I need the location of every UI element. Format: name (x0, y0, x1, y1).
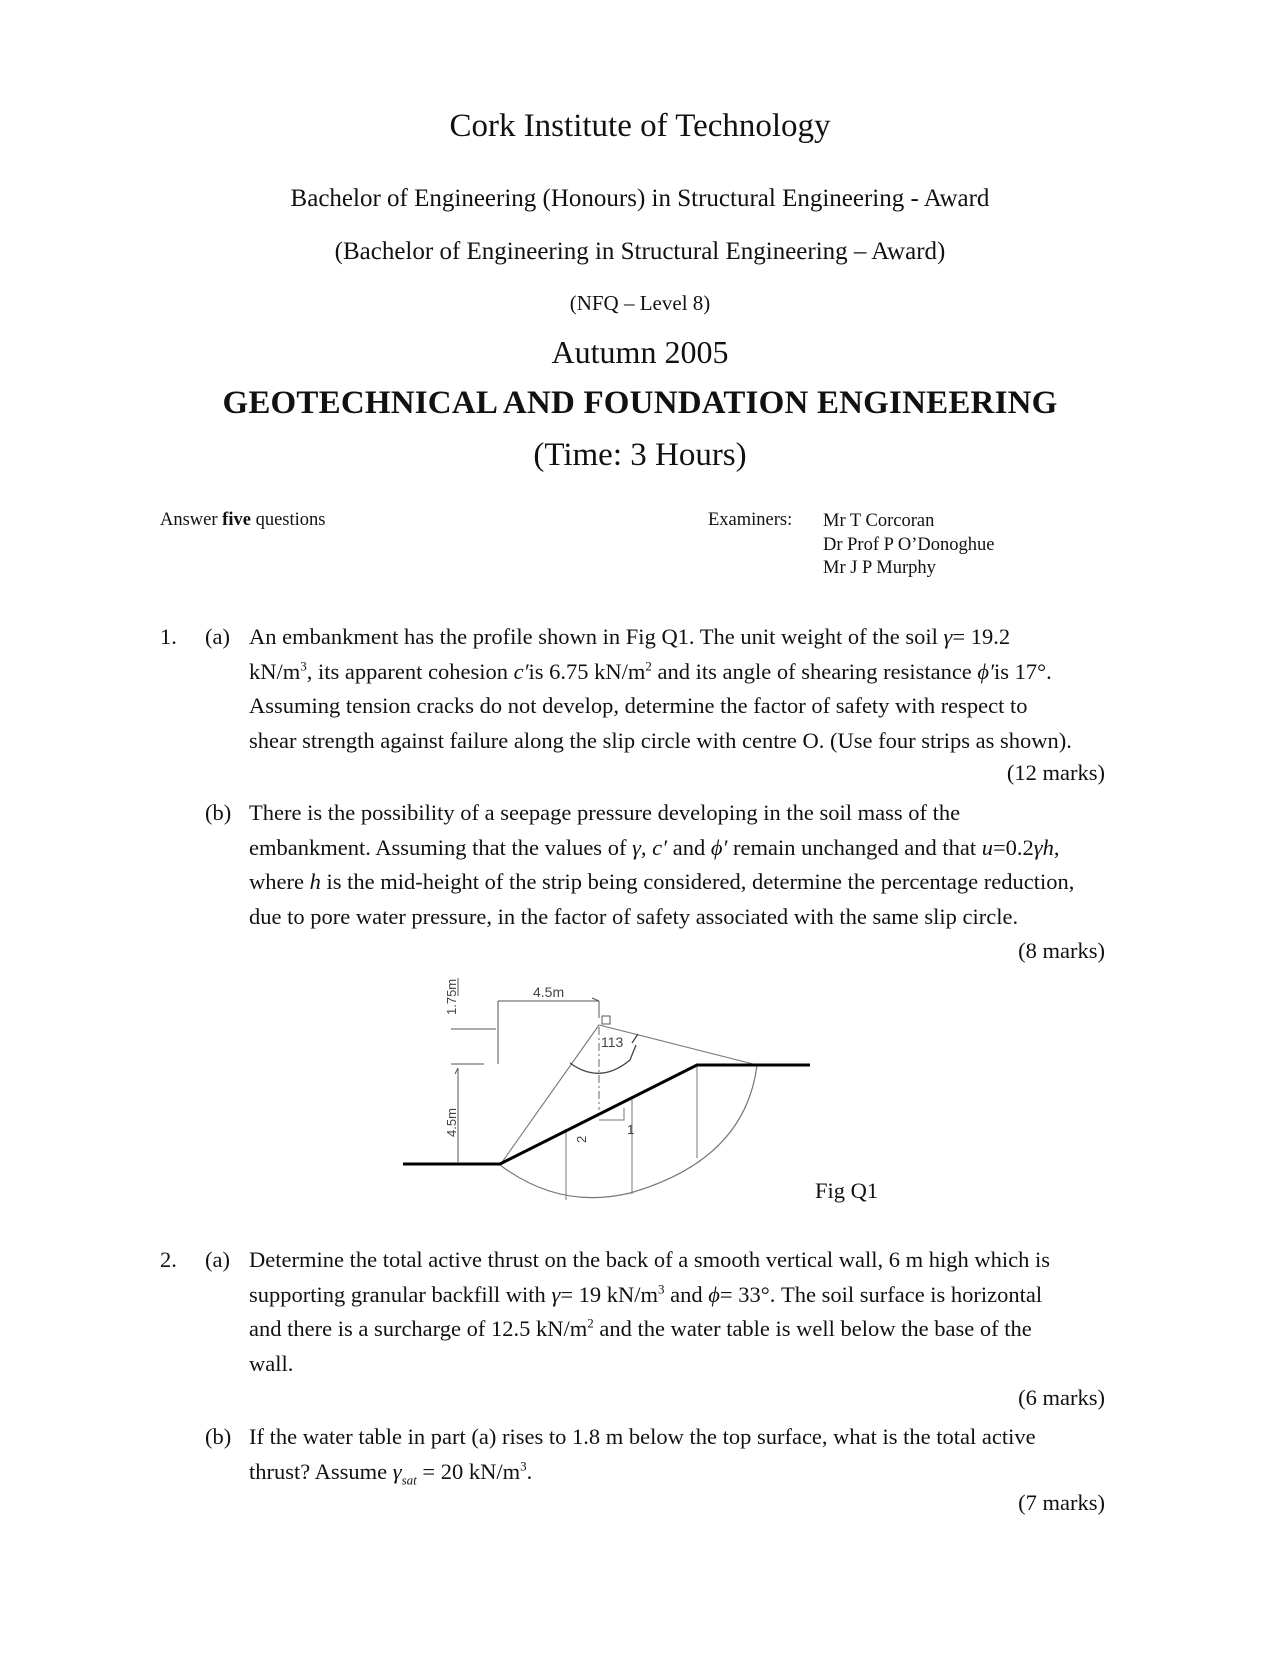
question-2b-text: If the water table in part (a) rises to 1.8 m below the top surface, what is the total active thrust? Assume $\gamma_{sat} = 20$ $kN/m^3$. (249, 1424, 1036, 1488)
question-1a-label: (a) (205, 624, 230, 649)
institution-title: Cork Institute of Technology (449, 108, 831, 144)
subject-title: GEOTECHNICAL AND FOUNDATION ENGINEERING (222, 385, 1058, 421)
centre-marker (602, 1016, 610, 1024)
angle-label: 113 (601, 1034, 624, 1050)
angle-arrow (632, 1034, 638, 1043)
question-1b-text: There is the possibility of a seepage pressure developing in the soil mass of the embankment. Assuming that the values of γ, c′ and ϕ′ remain unchanged and that u=0.2γh, where h is the mid-height of the strip being considered, determine the percentage reduction, due to pore water pressure, in the factor of safety associated with the same slip circle. (249, 800, 1075, 929)
radius-line-left (500, 1025, 599, 1165)
question-2b-label: (b) (205, 1424, 232, 1449)
exam-session: Autumn 2005 (551, 334, 729, 370)
examiners-label: Examiners: (708, 510, 793, 530)
examiner-name: Mr J P Murphy (823, 558, 936, 578)
question-2-number: 2. (160, 1247, 177, 1272)
question-2b-marks: (7 marks) (1018, 1490, 1105, 1515)
question-1b-marks: (8 marks) (1018, 938, 1105, 963)
question-2a-label: (a) (205, 1247, 230, 1272)
question-1-number: 1. (160, 624, 177, 649)
question-1b-label: (b) (205, 800, 232, 825)
question-2a-marks: (6 marks) (1018, 1385, 1105, 1410)
question-1a-marks: (12 marks) (1006, 760, 1105, 785)
slope-label-v: 1 (627, 1122, 635, 1137)
examiner-name: Mr T Corcoran (823, 511, 935, 531)
dim-label-crack: 1.75m (444, 978, 459, 1015)
nfq-level: (NFQ – Level 8) (569, 291, 711, 315)
slope-label-h: 2 (574, 1135, 589, 1143)
answer-instruction: Answer five questions (160, 510, 326, 530)
programme-line-2: (Bachelor of Engineering in Structural Engineering – Award) (334, 238, 946, 265)
dim-label-height: 4.5m (444, 1108, 459, 1137)
ground-profile (403, 1065, 810, 1164)
exam-duration: (Time: 3 Hours) (533, 437, 747, 473)
question-1a-text: An embankment has the profile shown in Fig Q1. The unit weight of the soil γ= 19.2 $kN/m^3$, its apparent cohesion c′is 6.75 $kN/m^2$ and its angle of shearing resistance ϕ′is 17°. Assuming tension cracks do not develop, determine the factor of safety with respect to shear strength against failure along the slip circle with centre O. (Use four strips as shown). (249, 624, 1072, 753)
figure-caption: Fig Q1 (815, 1178, 879, 1203)
programme-line-1: Bachelor of Engineering (Honours) in Structural Engineering - Award (290, 185, 990, 212)
question-2a-text: Determine the total active thrust on the back of a smooth vertical wall, 6 m high which is supporting granular backfill with γ= 19 $kN/m^3$ and ϕ= 33°. The soil surface is horizontal and there is a surcharge of 12.5 $kN/m^2$ and the water table is well below the base of the wall. (249, 1247, 1051, 1376)
dim-label-top: 4.5m (533, 984, 565, 1000)
examiner-name: Dr Prof P O’Donoghue (823, 534, 995, 555)
